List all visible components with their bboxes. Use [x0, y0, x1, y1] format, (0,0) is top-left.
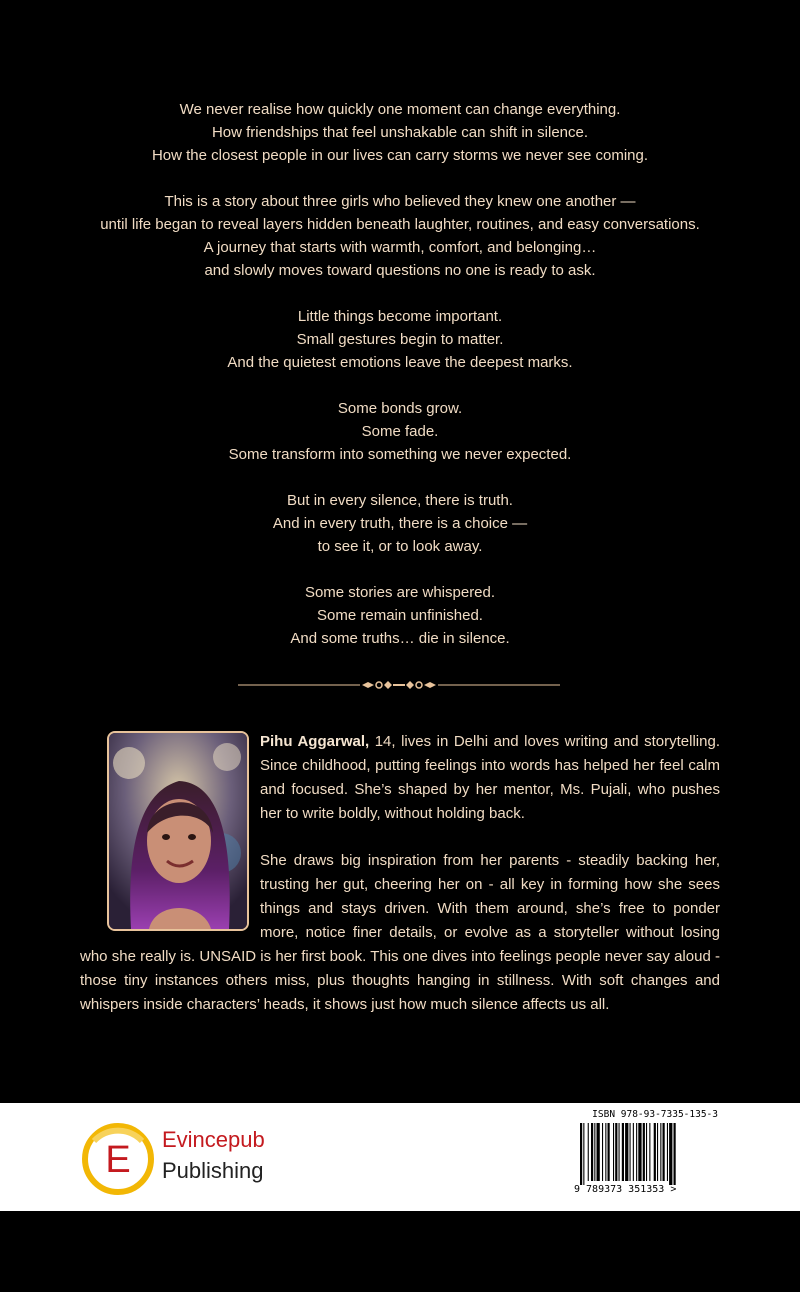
barcode-digits: 9 789373 351353 >	[574, 1184, 677, 1195]
blurb-line: How the closest people in our lives can carry storms we never see coming.	[151, 147, 649, 164]
publisher-name-line-1: Evincepub	[162, 1127, 265, 1152]
isbn-label: ISBN 978-93-7335-135-3	[592, 1109, 718, 1120]
publisher-name-line-2: Publishing	[162, 1158, 264, 1183]
blurb-line: And in every truth, there is a choice —	[272, 515, 528, 532]
blurb-line: And some truths… die in silence.	[290, 630, 510, 647]
barcode-bar	[613, 1123, 614, 1181]
svg-text:E: E	[105, 1139, 131, 1181]
publisher-logo	[80, 1121, 280, 1195]
barcode-bars	[580, 1123, 714, 1185]
barcode-bar	[594, 1123, 595, 1181]
blurb-line: Some stories are whispered.	[304, 584, 496, 601]
barcode-bar	[636, 1123, 637, 1181]
author-name: Pihu Aggarwal,	[260, 733, 370, 750]
barcode-bar	[674, 1123, 676, 1185]
blurb-line: And the quietest emotions leave the deepest marks.	[227, 354, 573, 371]
blurb-line: Some fade.	[361, 423, 439, 440]
blurb-line: This is a story about three girls who believed they knew one another —	[164, 193, 636, 210]
barcode-bar	[660, 1123, 661, 1181]
barcode-bar	[591, 1123, 593, 1181]
blurb-stanza	[0, 98, 800, 167]
barcode-bar	[597, 1123, 600, 1181]
barcode-bar	[602, 1123, 603, 1181]
divider-ornament	[238, 676, 560, 694]
blurb-line: and slowly moves toward questions no one is ready to ask.	[204, 262, 596, 279]
blurb-line: We never realise how quickly one moment can change everything.	[179, 101, 621, 118]
back-cover-blurb	[0, 98, 800, 650]
blurb-stanza	[0, 397, 800, 466]
barcode-bar	[646, 1123, 647, 1181]
blurb-line: Little things become important.	[297, 308, 503, 325]
blurb-line: A journey that starts with warmth, comfort, and belonging…	[203, 239, 597, 256]
author-bio-paragraph-2: She draws big inspiration from her parents - steadily backing her, trusting her gut, cheering her on - all key in forming how she sees things and stays driven. With them around, she’s free to ponder more, notice finer details, or evolve as a storyteller without losing who she really is. UNSAID is her first book. This one dives into feelings people never say aloud - those tiny instances others miss, plus thoughts hanging in stillness. With soft changes and whispers inside characters’ heads, it shows just how much silence affects us all.	[80, 852, 720, 1013]
author-bio	[80, 730, 720, 1017]
blurb-stanza	[0, 489, 800, 558]
blurb-stanza	[0, 305, 800, 374]
blurb-line: Small gestures begin to matter.	[296, 331, 504, 348]
barcode-bar	[619, 1123, 620, 1181]
barcode-bar	[657, 1123, 658, 1181]
isbn-barcode	[568, 1109, 718, 1201]
barcode-bar	[625, 1123, 628, 1181]
barcode-bar	[583, 1123, 584, 1185]
blurb-line: until life began to reveal layers hidden beneath laughter, routines, and easy conversations.	[100, 216, 700, 233]
blurb-stanza	[0, 190, 800, 282]
blurb-stanza	[0, 581, 800, 650]
barcode-bar	[580, 1123, 582, 1185]
barcode-bar	[643, 1123, 645, 1181]
blurb-line: to see it, or to look away.	[317, 538, 483, 555]
barcode-bar	[622, 1123, 624, 1181]
blurb-line: Some transform into something we never expected.	[228, 446, 572, 463]
photo-float-spacer	[80, 730, 260, 935]
barcode-bar	[669, 1123, 672, 1185]
barcode-bar	[630, 1123, 631, 1181]
blurb-line: But in every silence, there is truth.	[287, 492, 513, 509]
barcode-bar	[608, 1123, 610, 1181]
publisher-footer	[0, 1103, 800, 1211]
barcode-bar	[605, 1123, 606, 1181]
blurb-line: Some remain unfinished.	[317, 607, 483, 624]
barcode-bar	[654, 1123, 656, 1181]
barcode-bar	[649, 1123, 650, 1181]
blurb-line: How friendships that feel unshakable can shift in silence.	[211, 124, 589, 141]
barcode-bar	[667, 1123, 668, 1181]
evincepub-logo-icon	[80, 1121, 156, 1197]
barcode-bar	[588, 1123, 589, 1181]
barcode-bar	[633, 1123, 634, 1181]
barcode-bar	[615, 1123, 617, 1181]
barcode-bar	[638, 1123, 641, 1181]
blurb-line: Some bonds grow.	[337, 400, 463, 417]
author-bio-text-1: 14, lives in Delhi and loves writing and storytelling. Since childhood, putting feelings into words has helped her feel calm and focused. She’s shaped by her mentor, Ms. Pujali, who pushes her to write boldly, without holding back.	[260, 733, 720, 822]
barcode-bar	[663, 1123, 665, 1181]
